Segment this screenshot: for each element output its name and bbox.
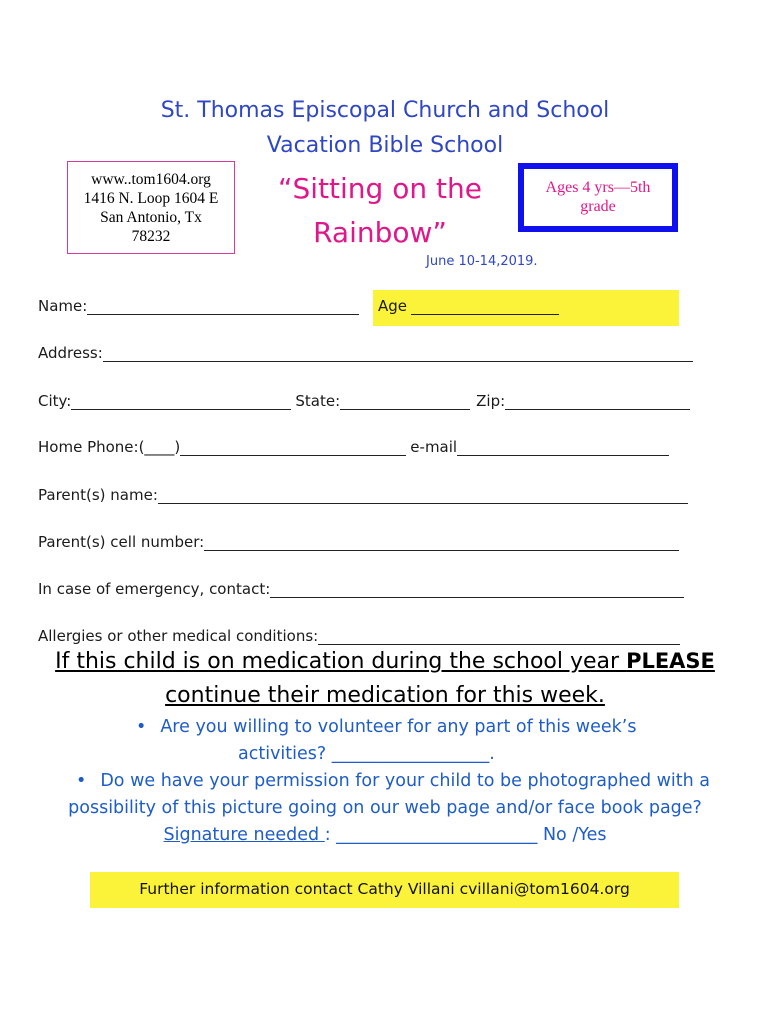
zip-field[interactable] bbox=[505, 393, 690, 410]
state-label: State: bbox=[295, 392, 341, 410]
home-phone-field[interactable] bbox=[180, 439, 406, 456]
permission-text: Do we have your permission for your child to be photographed with a bbox=[100, 771, 711, 791]
medication-notice-line-2: continue their medication for this week. bbox=[165, 683, 605, 708]
medication-text: If this child is on medication during the school year bbox=[55, 649, 627, 674]
allergies-field[interactable] bbox=[318, 628, 680, 645]
email-field[interactable] bbox=[457, 439, 669, 456]
parents-name-label: Parent(s) name: bbox=[38, 486, 158, 504]
state-field[interactable] bbox=[340, 393, 470, 410]
medication-notice-line-1 bbox=[0, 649, 770, 674]
address-field[interactable] bbox=[103, 345, 693, 362]
permission-question-cont: possibility of this picture going on our web page and/or face book page? bbox=[68, 798, 702, 818]
volunteer-text: Are you willing to volunteer for any part of this week’s bbox=[160, 717, 637, 737]
emergency-row bbox=[38, 580, 684, 598]
name-field[interactable] bbox=[87, 298, 359, 315]
address-label: Address: bbox=[38, 344, 103, 362]
permission-question bbox=[76, 771, 710, 791]
parents-name-field[interactable] bbox=[158, 487, 688, 504]
parents-cell-field[interactable] bbox=[204, 534, 679, 551]
website: www..tom1604.org bbox=[91, 171, 211, 188]
address-row bbox=[38, 344, 693, 362]
city-field[interactable] bbox=[71, 393, 291, 410]
theme-line-1: “Sitting on the bbox=[278, 172, 482, 205]
program-name: Vacation Bible School bbox=[266, 133, 504, 158]
parents-cell-row bbox=[38, 533, 679, 551]
city-state: San Antonio, Tx bbox=[100, 209, 202, 226]
signature-row bbox=[0, 825, 770, 845]
phone-email-row bbox=[38, 438, 669, 456]
address-box bbox=[67, 161, 235, 254]
contact-info: Further information contact Cathy Villani cvillani@tom1604.org bbox=[90, 872, 679, 908]
emergency-field[interactable] bbox=[270, 581, 684, 598]
ages-line-2: grade bbox=[580, 198, 616, 215]
age-label: Age bbox=[378, 297, 408, 315]
name-row bbox=[38, 297, 359, 315]
ages-line-1: Ages 4 yrs—5th bbox=[545, 179, 651, 196]
city-label: City: bbox=[38, 392, 72, 410]
parents-cell-label: Parent(s) cell number: bbox=[38, 533, 205, 551]
church-name: St. Thomas Episcopal Church and School bbox=[160, 98, 610, 123]
volunteer-question bbox=[136, 717, 636, 737]
home-phone-label: Home Phone:(____) bbox=[38, 438, 181, 456]
email-label: e-mail bbox=[410, 438, 458, 456]
zip-code: 78232 bbox=[131, 228, 171, 245]
please-emphasis: PLEASE bbox=[626, 649, 715, 673]
age-row bbox=[378, 297, 559, 315]
theme-title bbox=[250, 167, 510, 255]
signature-field[interactable]: : _______________________ No /Yes bbox=[324, 825, 607, 845]
event-dates: June 10-14,2019. bbox=[426, 254, 538, 269]
bullet: • bbox=[76, 771, 87, 791]
age-field[interactable] bbox=[411, 298, 559, 315]
theme-line-2: Rainbow” bbox=[313, 216, 447, 249]
allergies-label: Allergies or other medical conditions: bbox=[38, 627, 319, 645]
ages-box bbox=[518, 163, 678, 232]
bullet: • bbox=[136, 717, 147, 737]
volunteer-answer: activities? __________________. bbox=[238, 744, 495, 764]
parents-name-row bbox=[38, 486, 688, 504]
street-address: 1416 N. Loop 1604 E bbox=[83, 190, 219, 207]
emergency-label: In case of emergency, contact: bbox=[38, 580, 271, 598]
signature-label: Signature needed bbox=[163, 825, 325, 845]
city-state-zip-row bbox=[38, 392, 690, 410]
zip-label: Zip: bbox=[476, 392, 506, 410]
allergies-row bbox=[38, 627, 680, 645]
name-label: Name: bbox=[38, 297, 88, 315]
